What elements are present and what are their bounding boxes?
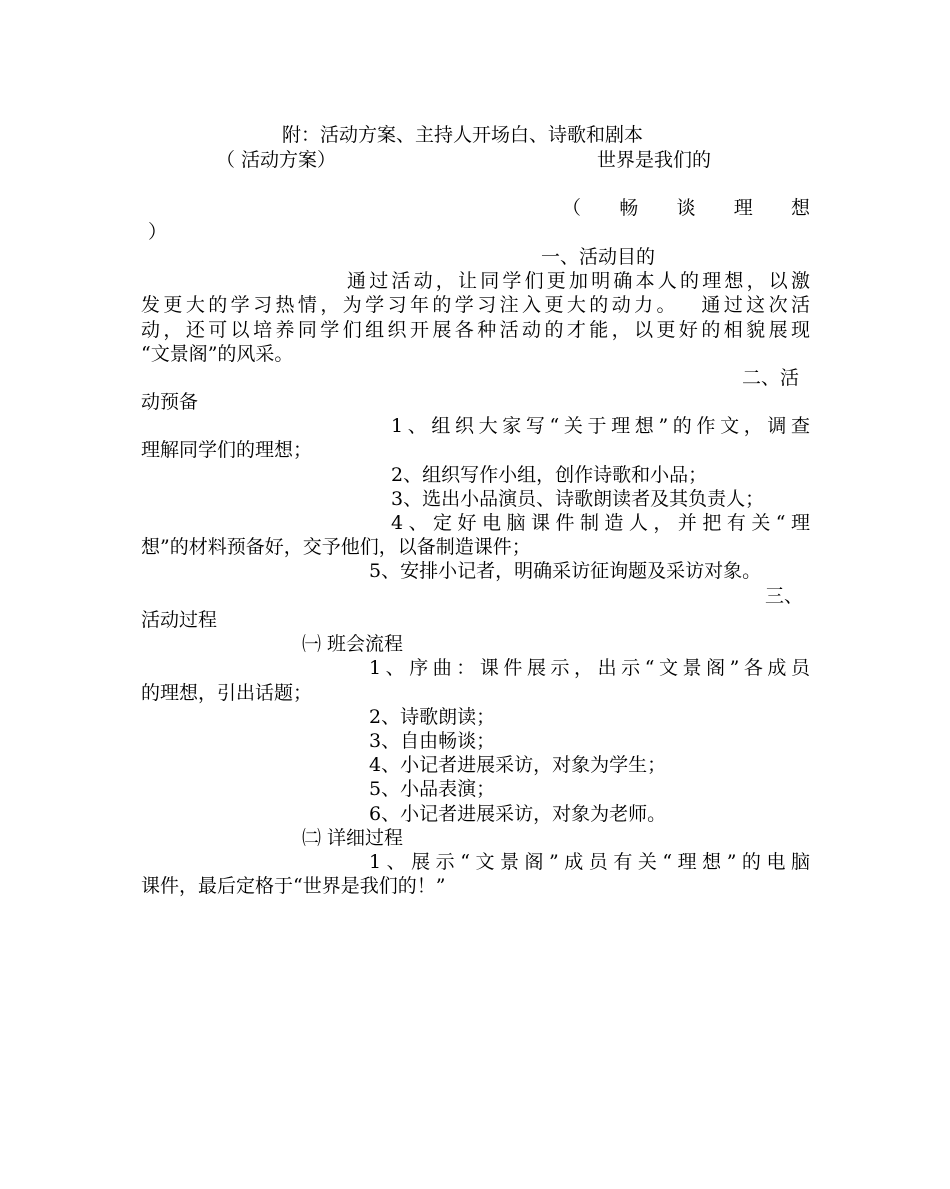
detail-item: 课件，最后定格于“世界是我们的！” xyxy=(141,875,446,897)
section2-item: 2、组织写作小组，创作诗歌和小品； xyxy=(391,464,708,486)
document-heading: 附：活动方案、主持人开场白、诗歌和剧本 xyxy=(282,124,644,146)
section2-item: 理解同学们的理想； xyxy=(141,439,313,461)
flow-item: 4、小记者进展采访，对象为学生； xyxy=(369,754,667,776)
section2-item: 5、安排小记者，明确采访征询题及采访对象。 xyxy=(369,560,762,582)
flow-item: 2、诗歌朗读； xyxy=(369,706,496,728)
subtitle-open: （ 畅 谈 理 想 xyxy=(562,197,810,219)
section1-line: “文景阁”的风采。 xyxy=(141,343,294,365)
flow-item: 3、自由畅谈； xyxy=(369,730,496,752)
subsection-title: ㈠ 班会流程 xyxy=(302,633,404,655)
subsection-title: ㈡ 详细过程 xyxy=(302,827,404,849)
flow-item: 5、小品表演； xyxy=(369,778,496,800)
flow-item: 6、小记者进展采访，对象为老师。 xyxy=(369,803,667,825)
section1-title: 一、活动目的 xyxy=(541,246,656,268)
section2-item: 1、组织大家写“关于理想”的作文，调查 xyxy=(391,415,810,437)
section1-line: 动，还可以培养同学们组织开展各种活动的才能，以更好的相貌展现 xyxy=(141,319,810,341)
section2-title-part2: 动预备 xyxy=(141,391,199,413)
flow-item: 1、序曲：课件展示，出示“文景阁”各成员 xyxy=(369,657,810,679)
theme-title: 世界是我们的 xyxy=(597,149,712,171)
section2-item: 想”的材料预备好，交予他们，以备制造课件； xyxy=(141,536,531,558)
section2-item: 4、定好电脑课件制造人，并把有关“理 xyxy=(391,512,810,534)
section2-title-part1: 二、活 xyxy=(742,367,800,389)
section2-item: 3、选出小品演员、诗歌朗读者及其负责人； xyxy=(391,488,765,510)
flow-item: 的理想，引出话题； xyxy=(141,682,313,704)
section1-line: 通过活动，让同学们更加明确本人的理想，以激 xyxy=(347,270,810,292)
plan-label: （ 活动方案） xyxy=(216,149,337,171)
section1-line: 发更大的学习热情，为学习年的学习注入更大的动力。 通过这次活 xyxy=(141,294,810,316)
section3-title-part2: 活动过程 xyxy=(141,609,218,631)
detail-item: 1、展示“文景阁”成员有关“理想”的电脑 xyxy=(369,851,810,873)
section3-title-part1: 三、 xyxy=(765,585,804,607)
subtitle-close: ） xyxy=(148,221,168,243)
